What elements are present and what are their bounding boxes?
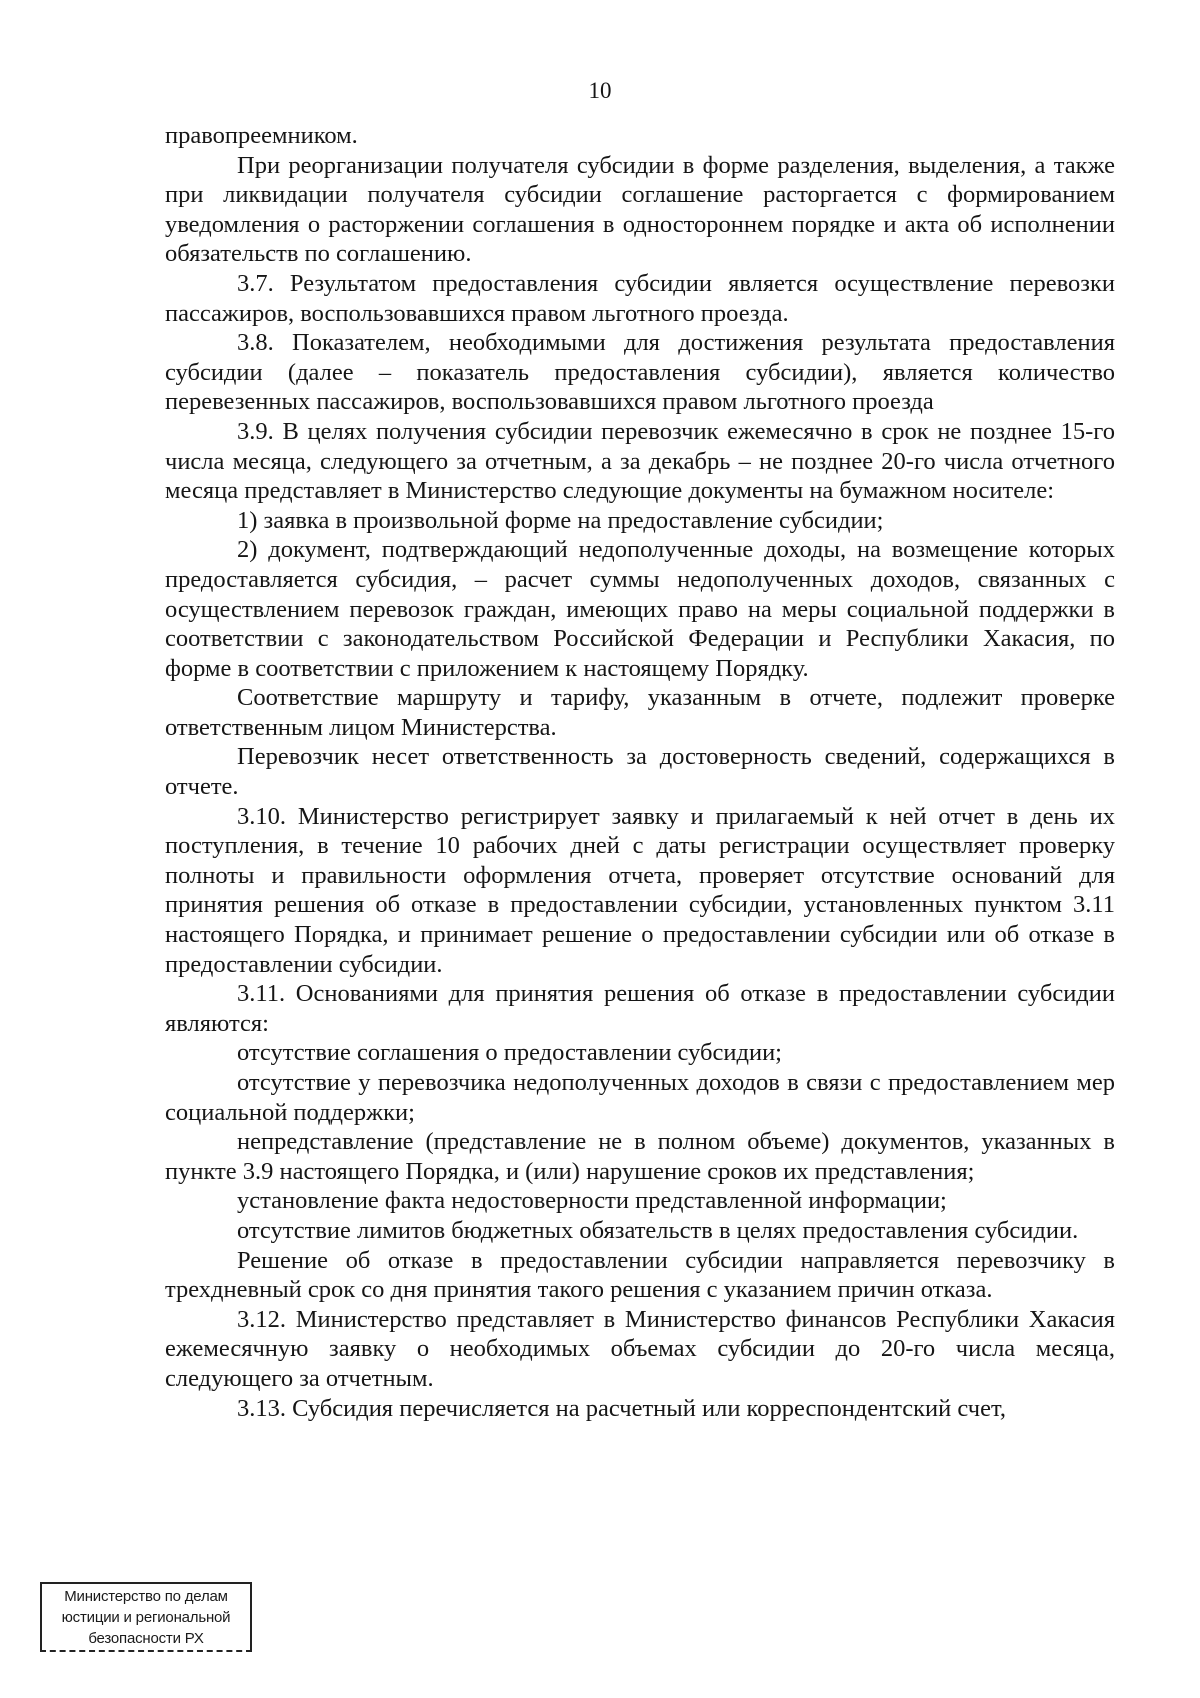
paragraph: непредставление (представление не в полном объеме) документов, указанных в пункте 3.9 настоящего Порядка, и (или) нарушение сроков их представления; (165, 1128, 1115, 1185)
paragraph: установление факта недостоверности представленной информации; (237, 1187, 947, 1215)
paragraph: 3.13. Субсидия перечисляется на расчетный или корреспондентский счет, (237, 1394, 1006, 1422)
paragraph: 3.11. Основаниями для принятия решения об отказе в предоставлении субсидии являются: (165, 980, 1115, 1037)
paragraph: отсутствие лимитов бюджетных обязательств в целях предоставления субсидии. (237, 1216, 1079, 1244)
stamp-line-3: безопасности РХ (88, 1630, 204, 1647)
page-number: 10 (588, 78, 612, 103)
paragraph: 3.7. Результатом предоставления субсидии является осуществление перевозки пассажиров, воспользовавшихся правом льготного проезда. (165, 269, 1115, 327)
paragraph: Соответствие маршруту и тарифу, указанным в отчете, подлежит проверке ответственным лицом Министерства. (165, 684, 1115, 741)
stamp-line-2: юстиции и региональной (61, 1609, 231, 1626)
paragraph: отсутствие соглашения о предоставлении субсидии; (237, 1039, 782, 1067)
paragraph: правопреемником. (165, 122, 358, 149)
paragraph: 3.9. В целях получения субсидии перевозчик ежемесячно в срок не позднее 15-го числа месяца, следующего за отчетным, а за декабрь – не позднее 20-го числа отчетного месяца представляет в Министерство следующие документы на бумажном носителе: (165, 417, 1115, 505)
document-body (165, 121, 1115, 1423)
paragraph: При реорганизации получателя субсидии в форме разделения, выделения, а также при ликвидации получателя субсидии соглашение расторгается с формированием уведомления о расторжении соглашения в одностороннем порядке и акта об исполнении обязательств по соглашению. (165, 151, 1115, 268)
stamp-line-1: Министерство по делам (64, 1588, 228, 1605)
paragraph: отсутствие у перевозчика недополученных доходов в связи с предоставлением мер социальной поддержки; (165, 1069, 1115, 1126)
paragraph: 2) документ, подтверждающий недополученные доходы, на возмещение которых предоставляется субсидия, – расчет суммы недополученных доходов, связанных с осуществлением перевозок граждан, имеющих право на меры социальной поддержки в соответствии с законодательством Российской Федерации и Республики Хакасия, по форме в соответствии с приложением к настоящему Порядку. (165, 536, 1115, 682)
registration-stamp (40, 1582, 252, 1652)
paragraph: Перевозчик несет ответственность за достоверность сведений, содержащихся в отчете. (165, 743, 1115, 801)
paragraph: 3.12. Министерство представляет в Министерство финансов Республики Хакасия ежемесячную заявку о необходимых объемах субсидии до 20-го числа месяца, следующего за отчетным. (165, 1305, 1115, 1392)
paragraph: 1) заявка в произвольной форме на предоставление субсидии; (237, 506, 884, 534)
paragraph: 3.8. Показателем, необходимыми для достижения результата предоставления субсидии (далее – показатель предоставления субсидии), является количество перевезенных пассажиров, воспользовавшихся правом льготного проезда (165, 329, 1115, 416)
paragraph: Решение об отказе в предоставлении субсидии направляется перевозчику в трехдневный срок со дня принятия такого решения с указанием причин отказа. (165, 1246, 1115, 1304)
paragraph: 3.10. Министерство регистрирует заявку и прилагаемый к ней отчет в день их поступления, в течение 10 рабочих дней с даты регистрации осуществляет проверку полноты и правильности оформления отчета, проверяет отсутствие оснований для принятия решения об отказе в предоставлении субсидии, установленных пунктом 3.11 настоящего Порядка, и принимает решение о предоставлении субсидии или об отказе в предоставлении субсидии. (165, 802, 1115, 978)
